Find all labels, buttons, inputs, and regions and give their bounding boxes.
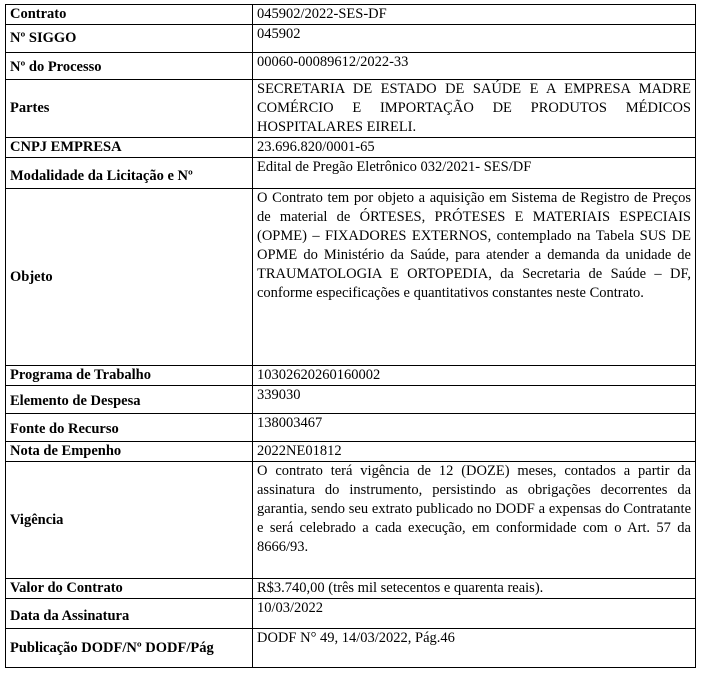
- row-label: Objeto: [6, 189, 253, 366]
- row-label: Vigência: [6, 462, 253, 579]
- row-value: SECRETARIA DE ESTADO DE SAÚDE E A EMPRESA MADRE COMÉRCIO E IMPORTAÇÃO DE PRODUTOS MÉDICOS HOSPITALARES EIRELI.: [253, 80, 696, 138]
- row-label: Valor do Contrato: [6, 579, 253, 599]
- row-value: 045902: [253, 25, 696, 53]
- table-row-programa: [6, 366, 696, 386]
- table-row-data: [6, 599, 696, 629]
- row-value: 10302620260160002: [253, 366, 696, 386]
- table-row-modalidade: [6, 158, 696, 189]
- row-label: Partes: [6, 80, 253, 138]
- row-value: 138003467: [253, 414, 696, 442]
- row-value: Edital de Pregão Eletrônico 032/2021- SES/DF: [253, 158, 696, 189]
- table-row-elemento: [6, 386, 696, 414]
- contract-summary-table: [5, 4, 696, 668]
- row-value: DODF N° 49, 14/03/2022, Pág.46: [253, 629, 696, 668]
- row-label: Data da Assinatura: [6, 599, 253, 629]
- row-value: O Contrato tem por objeto a aquisição em Sistema de Registro de Preços de material de ÓRTESES, PRÓTESES E MATERIAIS ESPECIAIS (OPME) – FIXADORES EXTERNOS, contemplado na Tabela SUS DE OPME do Ministério da Saúde, para atender a demanda da unidade de TRAUMATOLOGIA E ORTOPEDIA, da Secretaria de Saúde – DF, conforme especificações e quantitativos constantes neste Contrato.: [253, 189, 696, 366]
- row-label: Nº do Processo: [6, 53, 253, 80]
- table-row-fonte: [6, 414, 696, 442]
- row-label: Nº SIGGO: [6, 25, 253, 53]
- row-label: CNPJ EMPRESA: [6, 138, 253, 158]
- table-row-publicacao: [6, 629, 696, 668]
- table-row-partes: [6, 80, 696, 138]
- row-label: Elemento de Despesa: [6, 386, 253, 414]
- table-row-nota: [6, 442, 696, 462]
- row-value: 2022NE01812: [253, 442, 696, 462]
- row-label: Contrato: [6, 5, 253, 25]
- table-row-processo: [6, 53, 696, 80]
- table-row-vigencia: [6, 462, 696, 579]
- table-row-contrato: [6, 5, 696, 25]
- row-label: Fonte do Recurso: [6, 414, 253, 442]
- table-row-objeto: [6, 189, 696, 366]
- row-value: 00060-00089612/2022-33: [253, 53, 696, 80]
- table-row-valor: [6, 579, 696, 599]
- row-value: O contrato terá vigência de 12 (DOZE) meses, contados a partir da assinatura do instrumento, persistindo as obrigações decorrentes da garantia, sendo seu extrato publicado no DODF a expensas do Contratante e será celebrado a cada execução, em conformidade com o Art. 57 da 8666/93.: [253, 462, 696, 579]
- row-label: Publicação DODF/Nº DODF/Pág: [6, 629, 253, 668]
- table-row-siggo: [6, 25, 696, 53]
- row-label: Programa de Trabalho: [6, 366, 253, 386]
- row-value: 339030: [253, 386, 696, 414]
- row-value: R$3.740,00 (três mil setecentos e quarenta reais).: [253, 579, 696, 599]
- row-value: 045902/2022-SES-DF: [253, 5, 696, 25]
- row-label: Nota de Empenho: [6, 442, 253, 462]
- row-value: 23.696.820/0001-65: [253, 138, 696, 158]
- row-label: Modalidade da Licitação e Nº: [6, 158, 253, 189]
- row-value: 10/03/2022: [253, 599, 696, 629]
- table-row-cnpj: [6, 138, 696, 158]
